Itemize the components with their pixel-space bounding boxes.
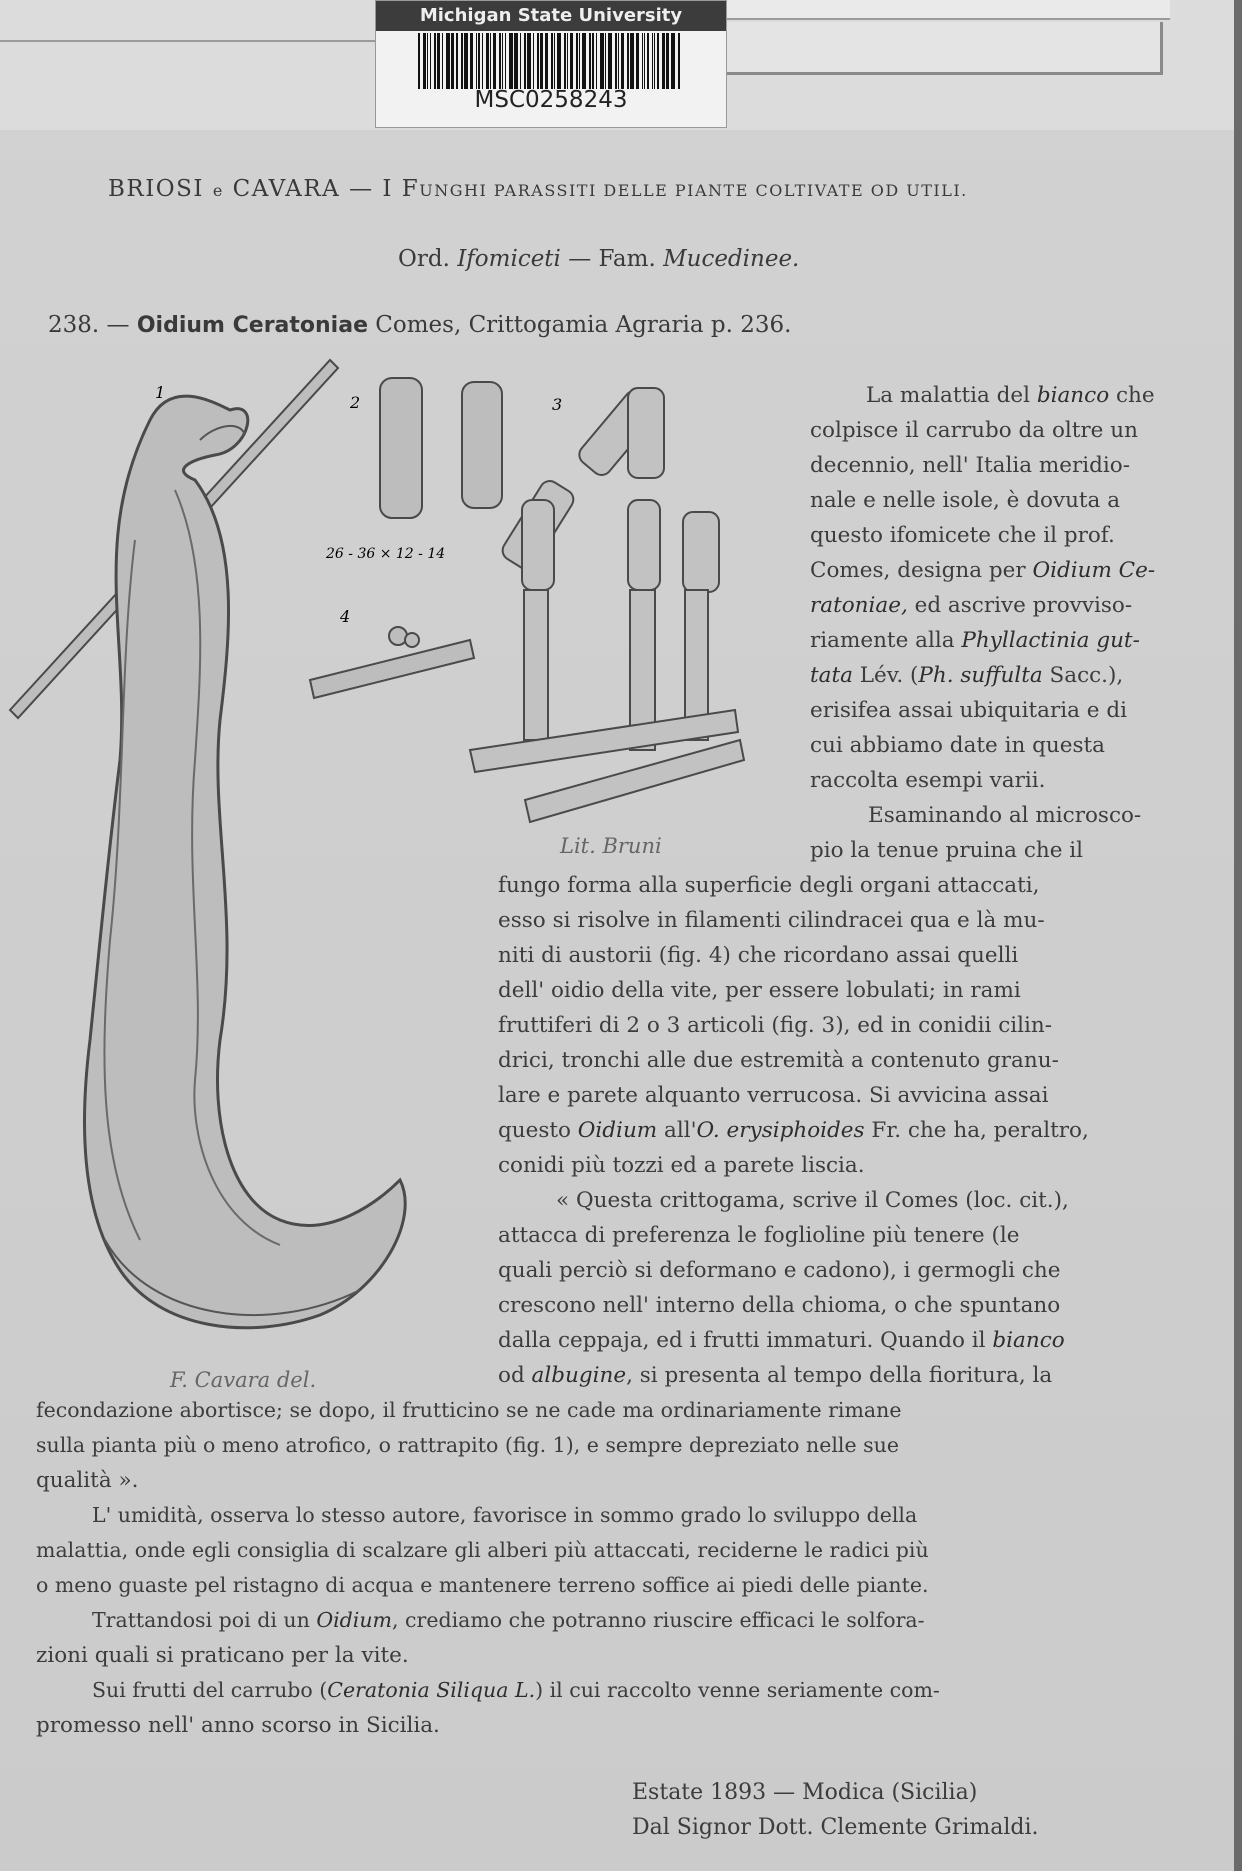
text-line: ratoniae, ed ascrive provviso- (810, 593, 1133, 618)
fruiting-branch-drawing (470, 387, 744, 822)
text-line: Comes, designa per Oidium Ce- (810, 558, 1156, 583)
text-line: qualità ». (36, 1468, 139, 1493)
text-line: crescono nell' interno della chioma, o che spuntano (498, 1293, 1061, 1318)
text-line: promesso nell' anno scorso in Sicilia. (36, 1713, 440, 1738)
text-line: Sui frutti del carrubo (Ceratonia Siliqua L.) il cui raccolto venne seriamente com- (92, 1678, 940, 1702)
figure-label-2: 2 (350, 393, 361, 412)
paper-edge-line (0, 40, 380, 42)
taxonomy-line: Ord. Ifomiceti — Fam. Mucedinee. (398, 246, 800, 272)
folder-tab-upper (720, 0, 1170, 20)
text-line: raccolta esempi varii. (810, 768, 1046, 793)
text-line: « Questa crittogama, scrive il Comes (loc. cit.), (556, 1188, 1069, 1213)
lithographer-signature: Lit. Bruni (560, 834, 662, 858)
text-line: riamente alla Phyllactinia gut- (810, 628, 1140, 653)
text-line: sulla pianta più o meno atrofico, o rattrapito (fig. 1), e sempre depreziato nelle sue (36, 1433, 899, 1457)
figure-label-3: 3 (552, 395, 563, 414)
text-line: nale e nelle isole, è dovuta a (810, 488, 1121, 513)
text-line: Esaminando al microsco- (868, 803, 1142, 828)
text-line: lare e parete alquanto verrucosa. Si avvicina assai (498, 1083, 1049, 1108)
institution-name: Michigan State University (376, 1, 726, 31)
text-line: La malattia del bianco che (866, 383, 1155, 408)
collector-name: Dal Signor Dott. Clemente Grimaldi. (632, 1815, 1039, 1840)
text-line: erisifea assai ubiquitaria e di (810, 698, 1127, 723)
text-line: attacca di preferenza le foglioline più tenere (le (498, 1223, 1020, 1248)
text-line: L' umidità, osserva lo stesso autore, favorisce in sommo grado lo sviluppo della (92, 1503, 918, 1527)
text-line: tata Lév. (Ph. suffulta Sacc.), (810, 663, 1124, 688)
text-line: fungo forma alla superficie degli organi attaccati, (498, 873, 1040, 898)
conidia-drawing (380, 378, 502, 518)
folder-tab-lower (720, 22, 1163, 75)
text-line: zioni quali si praticano per la vite. (36, 1643, 409, 1668)
barcode-label (375, 0, 727, 128)
page-edge-shadow (1234, 0, 1242, 1871)
text-line: Trattandosi poi di un Oidium, crediamo che potranno riuscire efficaci le solfora- (92, 1608, 925, 1632)
text-line: pio la tenue pruina che il (810, 838, 1084, 863)
text-line: o meno guaste pel ristagno di acqua e mantenere terreno soffice ai piedi delle piante. (36, 1573, 929, 1597)
text-line: colpisce il carrubo da oltre un (810, 418, 1138, 443)
text-line: decennio, nell' Italia meridio- (810, 453, 1130, 478)
text-line: quali perciò si deformano e cadono), i germogli che (498, 1258, 1061, 1283)
artist-signature: F. Cavara del. (170, 1368, 317, 1392)
measurement-label: 26 - 36 × 12 - 14 (326, 546, 446, 562)
text-line: fecondazione abortisce; se dopo, il frutticino se ne cade ma ordinariamente rimane (36, 1398, 902, 1422)
haustorium-drawing (310, 627, 474, 698)
collection-date-place: Estate 1893 — Modica (Sicilia) (632, 1780, 978, 1805)
specimen-code: MSC0258243 (474, 87, 628, 113)
publication-header: BRIOSI e CAVARA — I FUNGHI PARASSITI DELLE PIANTE COLTIVATE OD UTILI. (108, 176, 968, 202)
text-line: fruttiferi di 2 o 3 articoli (fig. 3), ed in conidii cilin- (498, 1013, 1052, 1038)
figure-label-1: 1 (155, 383, 166, 402)
text-line: od albugine, si presenta al tempo della fioritura, la (498, 1363, 1053, 1388)
text-line: dell' oidio della vite, per essere lobulati; in rami (498, 978, 1021, 1003)
species-title: 238. — Oidium Ceratoniae Comes, Crittogamia Agraria p. 236. (48, 312, 792, 338)
text-line: dalla ceppaja, ed i frutti immaturi. Quando il bianco (498, 1328, 1065, 1353)
text-line: malattia, onde egli consiglia di scalzare gli alberi più attaccati, reciderne le radici più (36, 1538, 929, 1562)
text-line: questo ifomicete che il prof. (810, 523, 1115, 548)
text-line: niti di austorii (fig. 4) che ricordano assai quelli (498, 943, 1019, 968)
text-line: questo Oidium all'O. erysiphoides Fr. che ha, peraltro, (498, 1118, 1089, 1143)
text-line: drici, tronchi alle due estremità a contenuto granu- (498, 1048, 1059, 1073)
figure-label-4: 4 (340, 607, 351, 626)
text-line: cui abbiamo date in questa (810, 733, 1105, 758)
carob-pod-drawing (10, 360, 405, 1328)
text-line: conidi più tozzi ed a parete liscia. (498, 1153, 865, 1178)
barcode-icon (418, 33, 684, 89)
text-line: esso si risolve in filamenti cilindracei qua e là mu- (498, 908, 1045, 933)
